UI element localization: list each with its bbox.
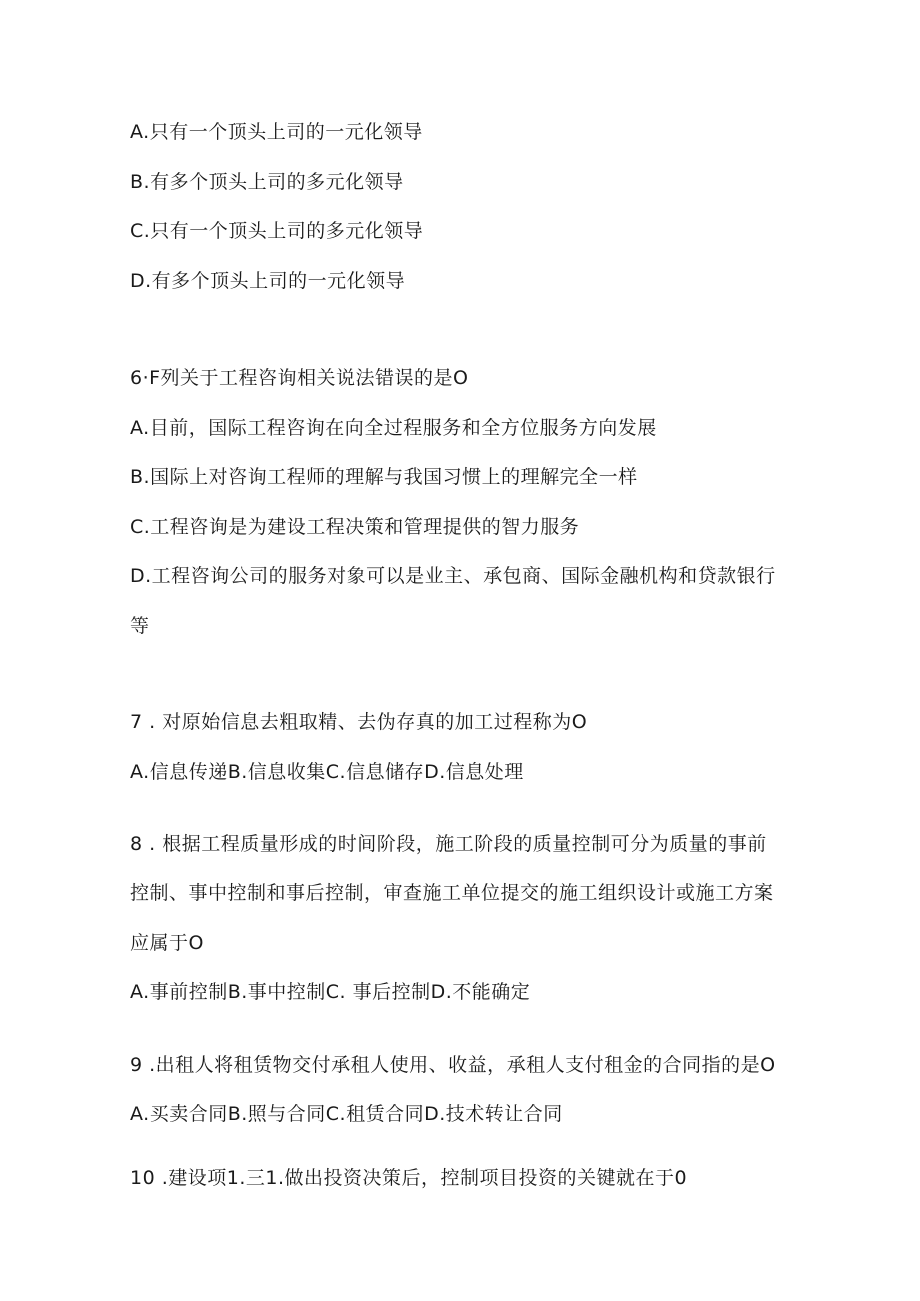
q5-option-d: D.有多个顶头上司的一元化领导 (130, 270, 406, 292)
q10-stem: 10 .建设项1.三1.做出投资决策后，控制项目投资的关键就在于0 (130, 1167, 688, 1189)
q6-option-d-continuation: 等 (130, 615, 150, 637)
q7-options: A.信息传递B.信息收集C.信息储存D.信息处理 (130, 761, 524, 783)
q5-option-a: A.只有一个顶头上司的一元化领导 (130, 121, 423, 143)
q7-stem: 7 . 对原始信息去粗取精、去伪存真的加工过程称为O (130, 711, 588, 733)
q5-option-c: C.只有一个顶头上司的多元化领导 (130, 220, 424, 242)
q6-option-a: A.目前，国际工程咨询在向全过程服务和全方位服务方向发展 (130, 417, 657, 439)
q8-options: A.事前控制B.事中控制C. 事后控制D.不能确定 (130, 981, 531, 1003)
q5-option-b: B.有多个顶头上司的多元化领导 (130, 171, 404, 193)
q6-option-b: B.国际上对咨询工程师的理解与我国习惯上的理解完全一样 (130, 466, 638, 488)
q8-stem-line-3: 应属于O (130, 932, 204, 954)
q6-stem: 6·F列关于工程咨询相关说法错误的是O (130, 367, 469, 389)
q6-option-c: C.工程咨询是为建设工程决策和管理提供的智力服务 (130, 516, 580, 538)
q8-stem-line-2: 控制、事中控制和事后控制，审查施工单位提交的施工组织设计或施工方案 (130, 882, 774, 904)
q9-options: A.买卖合同B.照与合同C.租赁合同D.技术转让合同 (130, 1103, 563, 1125)
q6-option-d: D.工程咨询公司的服务对象可以是业主、承包商、国际金融机构和贷款银行 (130, 565, 776, 587)
q9-stem: 9 .出租人将租赁物交付承租人使用、收益，承租人支付租金的合同指的是O (130, 1054, 776, 1076)
q8-stem-line-1: 8 . 根据工程质量形成的时间阶段，施工阶段的质量控制可分为质量的事前 (130, 833, 767, 855)
